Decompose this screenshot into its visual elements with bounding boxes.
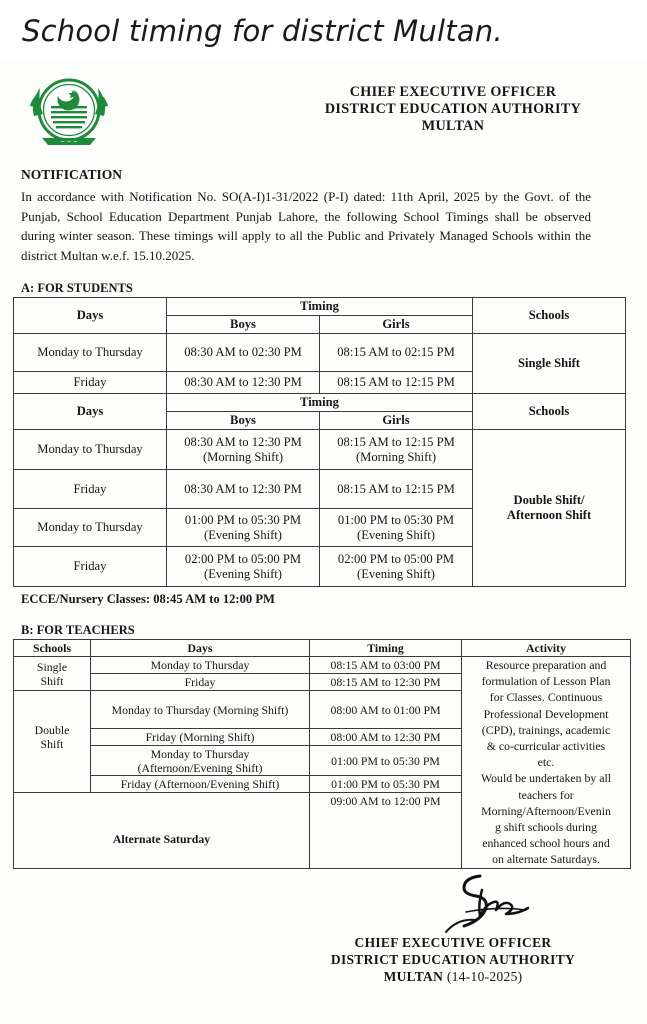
activity-line: teachers for [518,787,574,802]
activity-line: for Classes. Continuous [489,690,603,705]
activity-text [464,657,628,868]
shift-type-line: Double Shift/ [513,493,585,507]
header-girls: Girls [320,412,473,430]
shift-type-line: Afternoon Shift [506,508,592,522]
boys-time-cell: 08:30 AM to 12:30 PM [167,470,320,509]
shift-note: (Evening Shift) [204,527,282,542]
timing-cell: 08:15 AM to 03:00 PM [310,657,462,674]
teachers-heading: B: FOR TEACHERS [21,623,135,637]
table-row [14,657,631,674]
days-cell: Monday to Thursday [14,509,167,547]
header-days: Days [14,298,167,334]
header-timing: Timing [167,394,473,412]
signatory-city: MULTAN [383,969,444,984]
school-type-line: Double [34,723,70,737]
time-range: 02:00 PM to 05:00 PM [337,551,455,566]
table-row [14,334,626,372]
days-line: (Afternoon/Evening Shift) [137,760,263,775]
header-boys: Boys [167,316,320,334]
school-type-cell [14,691,91,793]
school-type-line: Shift [40,737,64,751]
timing-cell: 08:15 AM to 12:30 PM [310,674,462,691]
issuing-office-header [308,84,598,135]
activity-line: etc. [537,755,555,770]
school-type-cell [14,657,91,691]
timing-cell: 08:00 AM to 12:30 PM [310,729,462,746]
notification-body: In accordance with Notification No. SO(A-I)1-31/2022 (P-I) dated: 11th April, 2025 by the Govt. of the Punjab, School Education Department Punjab Lahore, the following School Timings shall be observed during winter season. These timings will apply to all the Public and Privately Managed Schools within the district Multan w.e.f. 15.10.2025. [21,189,591,263]
shift-note: (Evening Shift) [204,566,282,581]
timing-cell: 08:00 AM to 01:00 PM [310,691,462,729]
activity-line: enhanced school hours and [482,836,610,851]
days-cell: Friday [14,547,167,587]
saturday-timing-cell: 09:00 AM to 12:00 PM [310,793,462,868]
signature-icon [436,868,556,940]
days-cell: Monday to Thursday [14,334,167,372]
boys-time-cell [167,547,320,587]
days-cell: Friday [14,372,167,394]
girls-time-cell [320,547,473,587]
girls-time-cell [320,430,473,470]
signature-date: (14-10-2025) [446,969,523,984]
header-timing: Timing [167,298,473,316]
time-range: 02:00 PM to 05:00 PM [184,551,302,566]
activity-line: Morning/Afternoon/Evenin [481,803,611,818]
caption-title: School timing for district Multan. [22,14,503,48]
activity-line: Would be undertaken by all [480,771,612,786]
boys-time-cell: 08:30 AM to 12:30 PM [167,372,320,394]
header-girls: Girls [320,316,473,334]
ecce-nursery-timing: ECCE/Nursery Classes: 08:45 AM to 12:00 PM [21,592,275,606]
activity-line: g shift schools during [495,820,597,835]
time-range: 01:00 PM to 05:30 PM [184,512,302,527]
timing-cell: 01:00 PM to 05:30 PM [310,776,462,793]
students-heading: A: FOR STUDENTS [21,281,133,295]
header-schools: Schools [473,298,626,334]
school-type-line: Single [36,659,68,674]
time-range: 08:15 AM to 12:15 PM [337,434,455,449]
activity-line: Professional Development [483,706,609,721]
girls-time-cell [320,509,473,547]
school-type-line: Shift [40,673,64,688]
girls-time-cell: 08:15 AM to 12:15 PM [320,470,473,509]
activity-cell [462,657,631,869]
days-cell: Friday [14,470,167,509]
boys-time-cell: 08:30 AM to 02:30 PM [167,334,320,372]
days-cell: Monday to Thursday [91,657,310,674]
students-timing-table [13,297,626,587]
header-timing: Timing [310,640,462,657]
days-cell [91,746,310,776]
notification-title: NOTIFICATION [21,167,123,182]
days-cell: Monday to Thursday (Morning Shift) [91,691,310,729]
header-activity: Activity [462,640,631,657]
activity-line: on alternate Saturdays. [492,852,600,867]
table-row [14,430,626,470]
time-range: 08:30 AM to 12:30 PM [184,434,302,449]
signatory-authority: DISTRICT EDUCATION AUTHORITY [330,952,576,967]
header-schools: Schools [473,394,626,430]
activity-line: Resource preparation and [485,658,607,672]
signatory-city-date [312,968,594,985]
header-schools: Schools [14,640,91,657]
boys-time-cell [167,509,320,547]
shift-note: (Evening Shift) [357,527,435,542]
activity-line: & co-curricular activities [486,739,606,754]
header-days: Days [91,640,310,657]
days-line: Monday to Thursday [150,746,250,761]
punjab-emblem-icon [20,72,118,152]
days-cell: Friday [91,674,310,691]
header-boys: Boys [167,412,320,430]
office-city: MULTAN [421,118,485,134]
boys-time-cell [167,430,320,470]
time-range: 01:00 PM to 05:30 PM [337,512,455,527]
days-cell: Monday to Thursday [14,430,167,470]
timing-cell: 01:00 PM to 05:30 PM [310,746,462,776]
signatory-block [312,934,594,985]
office-title: CHIEF EXECUTIVE OFFICER [349,84,557,100]
shift-note: (Morning Shift) [355,449,437,464]
saturday-label-cell: Alternate Saturday [14,793,310,868]
shift-note: (Morning Shift) [202,449,284,464]
days-cell: Friday (Afternoon/Evening Shift) [91,776,310,793]
girls-time-cell: 08:15 AM to 02:15 PM [320,334,473,372]
days-cell: Friday (Morning Shift) [91,729,310,746]
svg-text:~ ~ ~: ~ ~ ~ [60,139,78,146]
shift-note: (Evening Shift) [357,566,435,581]
activity-line: formulation of Lesson Plan [481,674,611,689]
shift-type-cell [473,430,626,587]
office-authority: DISTRICT EDUCATION AUTHORITY [324,101,582,117]
girls-time-cell: 08:15 AM to 12:15 PM [320,372,473,394]
activity-line: (CPD), trainings, academic [481,722,611,737]
header-days: Days [14,394,167,430]
teachers-timing-table [13,639,631,869]
shift-type-cell: Single Shift [473,334,626,394]
signatory-title: CHIEF EXECUTIVE OFFICER [354,935,552,950]
